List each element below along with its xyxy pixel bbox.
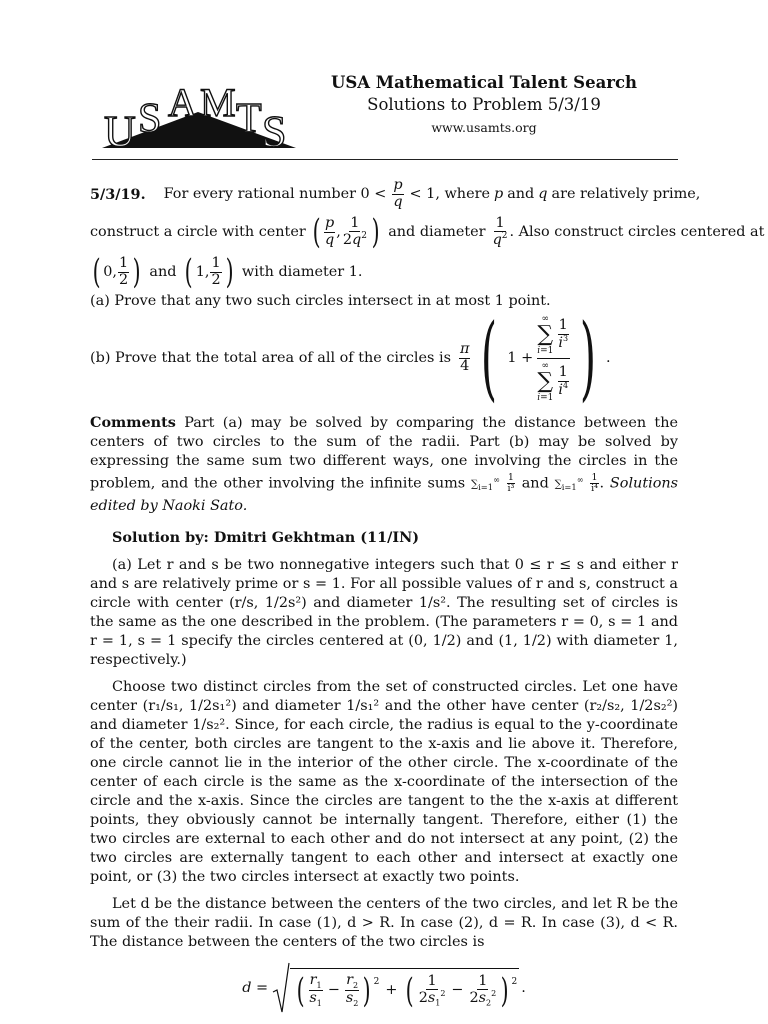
comments-label: Comments xyxy=(90,414,176,431)
problem-text: For every rational number 0 < xyxy=(163,185,387,202)
problem-text: are relatively prime, xyxy=(551,185,701,202)
header xyxy=(92,58,678,158)
problem-line-1: 5/3/19. For every rational number 0 < $\frac{p}{q}$ < 1, where p and q are relatively prime, xyxy=(90,177,701,210)
svg-text:T: T xyxy=(236,96,262,142)
header-rule xyxy=(92,159,678,160)
problem-part-b: (b) Prove that the total area of all of the circles is $\frac{\pi}{4}$ ( 1 + ∞ ∑ i=1 $\frac{1}{i^3}$ ∞ ∑ i=1 $\frac{1}{i^4}$ ) . xyxy=(90,304,611,411)
solution-paragraph-1: (a) Let r and s be two nonnegative integers such that 0 ≤ r ≤ s and either r and s are relatively prime or s = 1. For all possible values of r and s, construct a circle with center (r/s, 1/2s²) and diameter 1/s². The resulting set of circles is the same as the one described in the problem. (The parameters r = 0, s = 1 and r = 1, s = 1 specify the circles centered at (0, 1/2) and (1, 1/2) with diameter 1, respectively.) xyxy=(90,557,678,669)
problem-text: (b) Prove that the total area of all of the circles is xyxy=(90,349,452,366)
problem-part-a: (a) Prove that any two such circles intersect in at most 1 point. xyxy=(90,293,551,309)
solution-paragraph-2: Choose two distinct circles from the set of constructed circles. Let one have center (r₁/s₁, 1/2s₁²) and diameter 1/s₁² and the other have center (r₂/s₂, 1/2s₂²) and diameter 1/s₂². Since, for each circle, the radius is equal to the y-coordinate of the center, both circles are tangent to the x-axis and lie above it. Therefore, one circle cannot lie in the interior of the other circle. The x-coordinate of the center of each circle is the same as the x-coordinate of the intersection of the circle and the x-axis. Since the circles are tangent to the the x-axis at different points, they obviously cannot be internally tangent. Therefore, either (1) the two circles are external to each other and do not intersect at any point, (2) the two circles are externally tangent to each other and intersect at exactly one point, or (3) the two circles intersect at exactly two points. xyxy=(90,679,678,886)
header-subtitle: Solutions to Problem 5/3/19 xyxy=(367,95,601,114)
problem-line-2: construct a circle with center ( $\frac{p}{q}$ , $\frac{1}{2q^2}$ ) and diameter $\frac{1}{q^2}$ . Also construct circles centered at xyxy=(90,212,765,252)
document-body xyxy=(90,176,765,1016)
header-url[interactable]: www.usamts.org xyxy=(431,120,537,135)
svg-text:U: U xyxy=(104,107,136,152)
svg-text:S: S xyxy=(138,96,162,142)
problem-text: and diameter xyxy=(388,223,486,240)
comments-credit: Solutions edited by Naoki Sato. xyxy=(90,475,679,515)
problem-text: construct a circle with center xyxy=(90,223,306,240)
svg-text:S: S xyxy=(262,107,287,152)
problem-text: . Also construct circles centered at xyxy=(509,223,765,240)
problem-number: 5/3/19. xyxy=(90,185,146,203)
header-title: USA Mathematical Talent Search xyxy=(330,73,638,92)
svg-text:M: M xyxy=(200,80,236,125)
svg-text:A: A xyxy=(168,80,197,125)
problem-text: and xyxy=(507,185,535,202)
distance-formula: d = ( $\frac{r_1}{s_1}$ − $\frac{r_2}{s_2}$ ) $^2$ + ( $\frac{1}{2s_1^2}$ − $\frac{1}{2s_2^2}$ ) $^2$ . xyxy=(90,960,678,1016)
usamts-logo xyxy=(96,66,301,152)
problem-line-3: ( 0, $\frac{1}{2}$ ) and ( 1, $\frac{1}{2}$ ) with diameter 1. xyxy=(92,252,363,292)
solution-heading: Solution by: Dmitri Gekhtman (11/IN) xyxy=(112,529,420,547)
problem-text: with diameter 1. xyxy=(241,263,363,280)
comments-paragraph: Comments Part (a) may be solved by comparing the distance between the centers of two circles to the sum of the radii. Part (b) may be solved by expressing the same sum two different ways, one involving the circles in the problem, and the other involving the infinite sums $\sum_{i=1}^\infty$ $\frac{1}{\text{i³}}$ and $\sum_{i=1}^\infty$ $\frac{1}{\text{i⁴}}$ . Solutions edited by Naoki Sato. xyxy=(90,414,679,515)
problem-text: < 1, where xyxy=(409,185,490,202)
problem-text: and xyxy=(149,263,177,280)
solution-paragraph-3: Let d be the distance between the centers of the two circles, and let R be the sum of the their radii. In case (1), d > R. In case (2), d = R. In case (3), d < R. The distance between the centers of the two circles is xyxy=(90,896,678,951)
